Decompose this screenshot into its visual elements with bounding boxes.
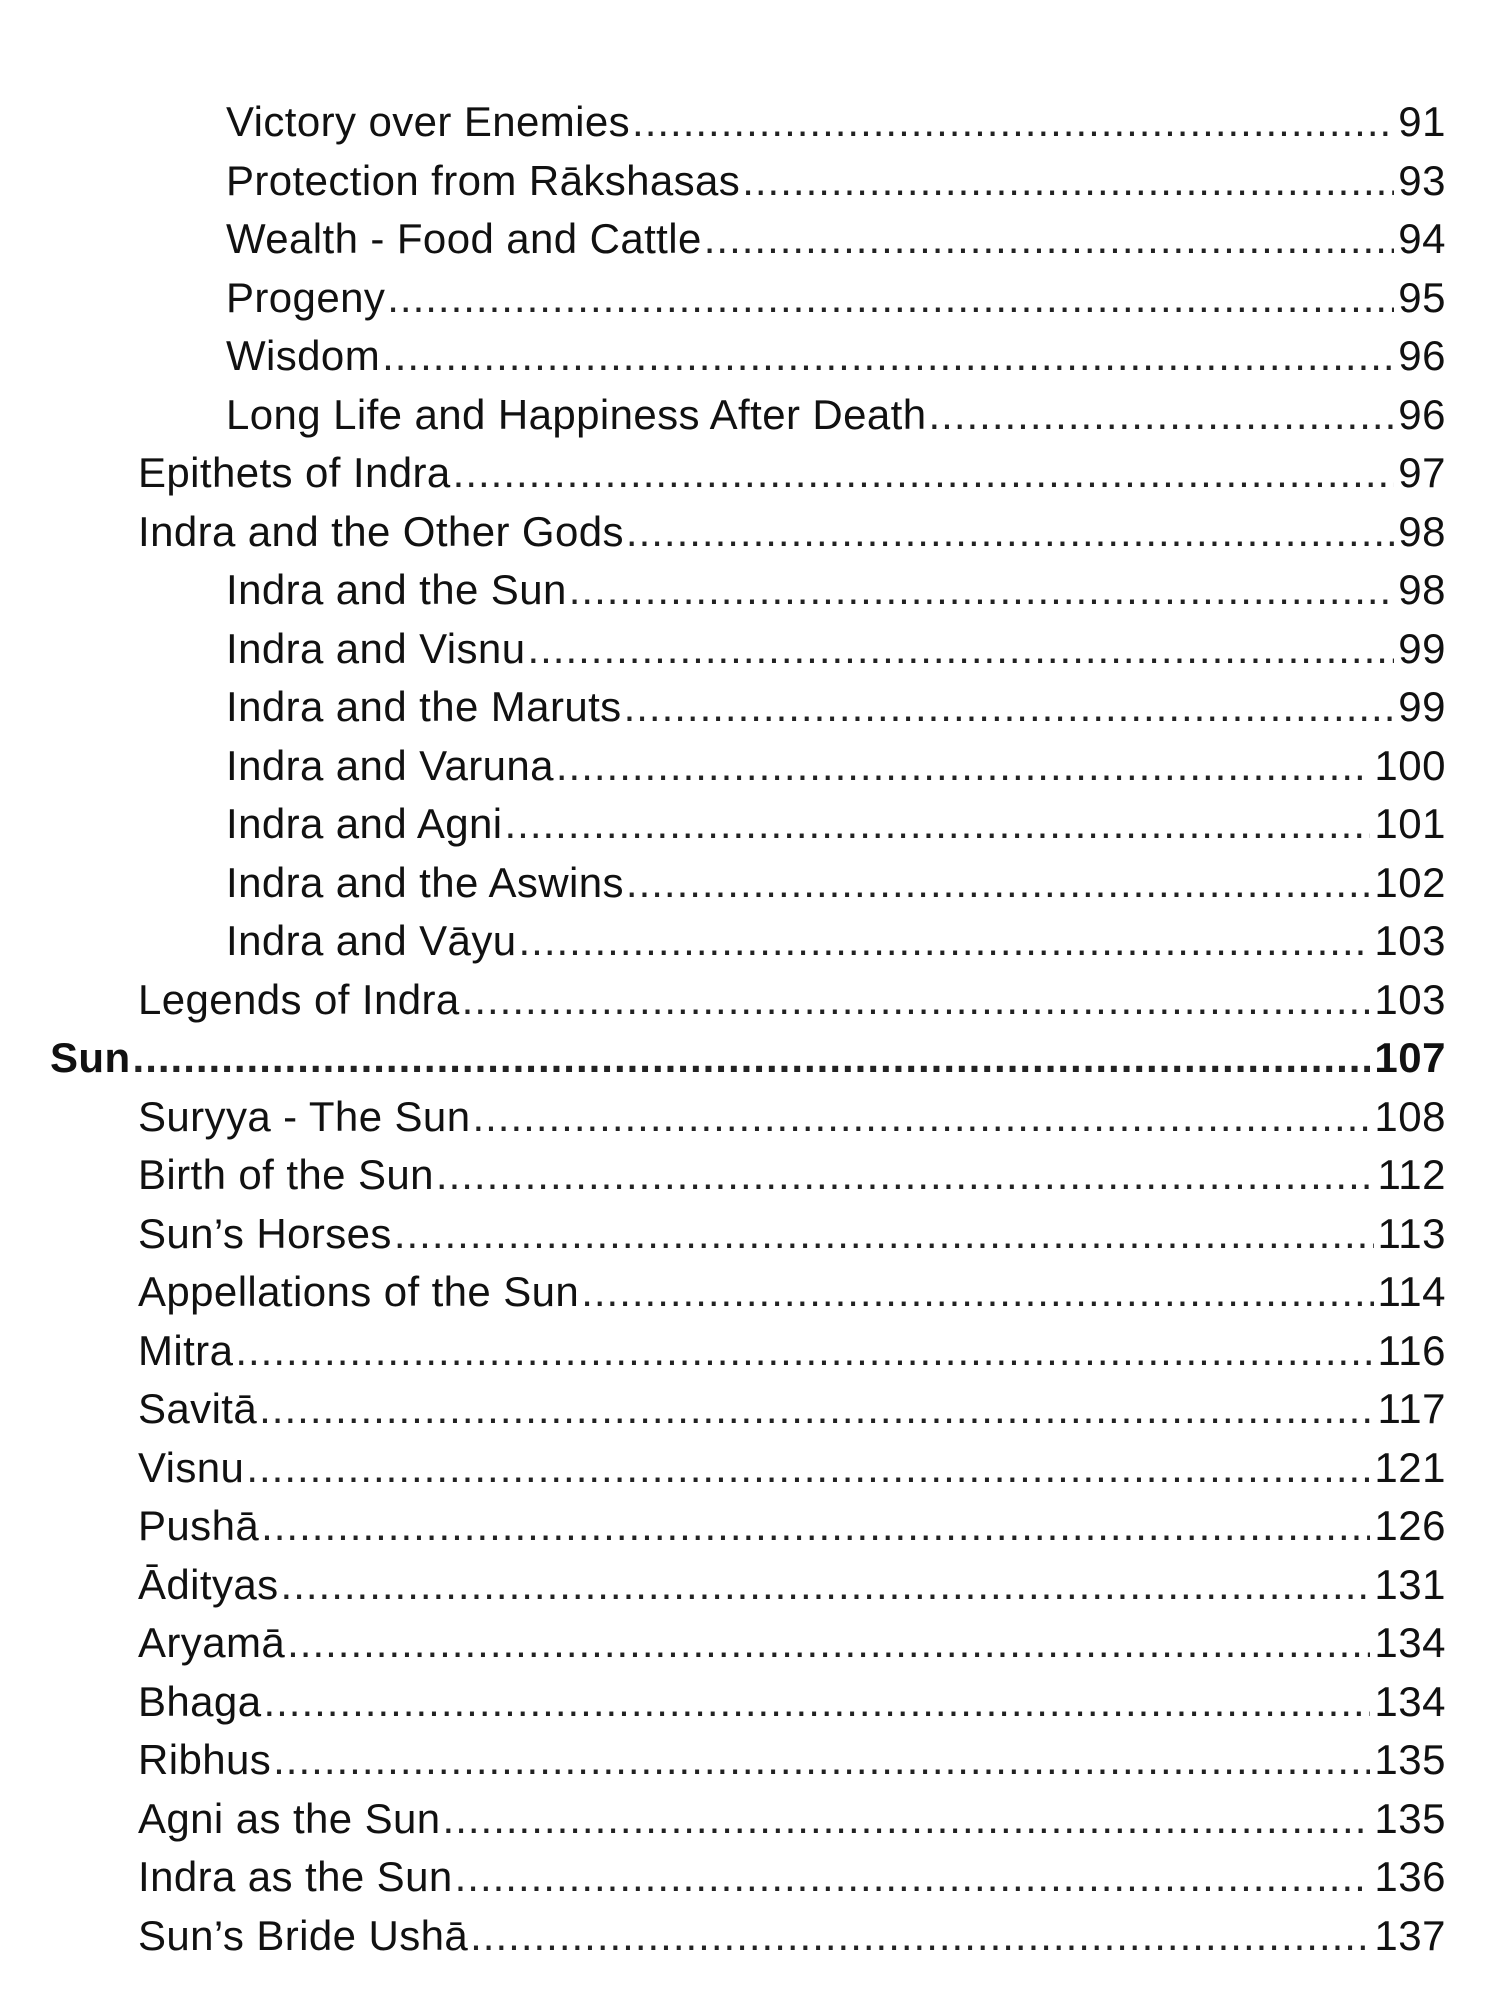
toc-entry[interactable] [0,737,1500,795]
toc-entry-page: 99 [1398,683,1446,730]
toc-entry-page: 95 [1398,274,1446,321]
toc-entry[interactable] [0,854,1500,912]
toc-entry-title: Protection from Rākshasas [226,157,741,204]
dot-leader [263,1673,1370,1731]
toc-entry-page: 107 [1374,1034,1446,1081]
toc-entry-page: 100 [1374,742,1446,789]
toc-entry-page: 103 [1374,917,1446,964]
toc-entry-title: Appellations of the Sun [138,1268,580,1315]
dot-leader [261,1497,1370,1555]
dot-leader [632,93,1394,151]
toc-entry[interactable] [0,1146,1500,1204]
toc-entry[interactable] [0,971,1500,1029]
toc-entry-title: Legends of Indra [138,976,460,1023]
toc-entry-page: 131 [1374,1561,1446,1608]
toc-entry[interactable] [0,1614,1500,1672]
toc-entry[interactable] [0,620,1500,678]
toc-entry[interactable] [0,1790,1500,1848]
toc-entry-page: 114 [1377,1268,1446,1315]
toc-entry[interactable] [0,93,1500,151]
toc-entry-page: 94 [1398,215,1446,262]
dot-leader [453,444,1395,502]
toc-entry[interactable] [0,327,1500,385]
dot-leader [387,269,1394,327]
toc-entry[interactable] [0,795,1500,853]
dot-leader [273,1731,1370,1789]
toc-chapter-entry[interactable] [0,1029,1500,1087]
toc-entry-page: 98 [1398,566,1446,613]
toc-entry-title: Ādityas [138,1561,279,1608]
toc-entry-page: 137 [1374,1912,1446,1959]
toc-entry-page: 134 [1374,1619,1446,1666]
toc-entry[interactable] [0,269,1500,327]
dot-leader [133,1029,1371,1087]
dot-leader [246,1439,1370,1497]
toc-entry-title: Wisdom [226,332,381,379]
toc-entry-page: 135 [1374,1736,1446,1783]
dot-leader [470,1907,1370,1965]
toc-entry-title: Indra and the Other Gods [138,508,624,555]
toc-entry[interactable] [0,503,1500,561]
dot-leader [581,1263,1373,1321]
dot-leader [287,1614,1370,1672]
dot-leader [455,1848,1371,1906]
toc-entry[interactable] [0,1907,1500,1965]
dot-leader [626,503,1394,561]
dot-leader [742,152,1394,210]
toc-entry-title: Sun [50,1034,131,1081]
dot-leader [443,1790,1371,1848]
toc-entry[interactable] [0,152,1500,210]
toc-entry-title: Indra and the Aswins [226,859,624,906]
dot-leader [281,1556,1371,1614]
toc-entry-page: 99 [1398,625,1446,672]
dot-leader [505,795,1371,853]
toc-entry[interactable] [0,1380,1500,1438]
toc-entry-page: 97 [1398,449,1446,496]
toc-entry[interactable] [0,1088,1500,1146]
toc-entry[interactable] [0,1673,1500,1731]
toc-entry-title: Visnu [138,1444,245,1491]
toc-entry[interactable] [0,1497,1500,1555]
toc-entry-page: 126 [1374,1502,1446,1549]
dot-leader [704,210,1395,268]
toc-entry-title: Mitra [138,1327,234,1374]
toc-entry-page: 135 [1374,1795,1446,1842]
toc-entry-title: Epithets of Indra [138,449,451,496]
toc-entry-title: Savitā [138,1385,258,1432]
toc-entry-page: 102 [1374,859,1446,906]
dot-leader [624,678,1395,736]
dot-leader [436,1146,1374,1204]
toc-entry-page: 98 [1398,508,1446,555]
toc-entry[interactable] [0,1731,1500,1789]
toc-entry-title: Ribhus [138,1736,272,1783]
toc-entry-title: Wealth - Food and Cattle [226,215,702,262]
toc-entry-page: 134 [1374,1678,1446,1725]
toc-entry-page: 108 [1374,1093,1446,1140]
toc-entry-page: 96 [1398,391,1446,438]
toc-entry-title: Birth of the Sun [138,1151,434,1198]
toc-entry[interactable] [0,1848,1500,1906]
toc-entry-title: Victory over Enemies [226,98,631,145]
toc-entry-title: Progeny [226,274,386,321]
toc-entry[interactable] [0,1556,1500,1614]
toc-entry-page: 91 [1398,98,1446,145]
toc-entry-page: 103 [1374,976,1446,1023]
toc-entry-title: Pushā [138,1502,260,1549]
toc-entry-page: 113 [1377,1210,1446,1257]
toc-entry-page: 136 [1374,1853,1446,1900]
dot-leader [259,1380,1373,1438]
toc-entry-title: Long Life and Happiness After Death [226,391,927,438]
toc-entry[interactable] [0,1205,1500,1263]
toc-entry-title: Indra as the Sun [138,1853,453,1900]
toc-entry-title: Indra and Visnu [226,625,526,672]
toc-entry-page: 117 [1377,1385,1446,1432]
toc-entry-page: 116 [1377,1327,1446,1374]
toc-entry-title: Bhaga [138,1678,262,1725]
toc-entry[interactable] [0,386,1500,444]
toc-entry-title: Indra and the Sun [226,566,567,613]
toc-entry-title: Indra and Agni [226,800,503,847]
toc-entry-title: Sun’s Horses [138,1210,392,1257]
dot-leader [462,971,1371,1029]
toc-entry-page: 96 [1398,332,1446,379]
toc-entry-title: Indra and the Maruts [226,683,622,730]
dot-leader [569,561,1395,619]
toc-entry-title: Suryya - The Sun [138,1093,471,1140]
toc-entry-title: Indra and Vāyu [226,917,517,964]
toc-entry-title: Aryamā [138,1619,286,1666]
toc-entry[interactable] [0,678,1500,736]
toc-entry-page: 101 [1374,800,1446,847]
dot-leader [556,737,1371,795]
toc-entry[interactable] [0,210,1500,268]
dot-leader [394,1205,1374,1263]
toc-entry-title: Sun’s Bride Ushā [138,1912,469,1959]
toc-entry-page: 121 [1374,1444,1446,1491]
toc-entry[interactable] [0,912,1500,970]
toc-entry[interactable] [0,561,1500,619]
dot-leader [472,1088,1370,1146]
dot-leader [626,854,1371,912]
toc-entry[interactable] [0,444,1500,502]
toc-entry-title: Agni as the Sun [138,1795,441,1842]
dot-leader [382,327,1394,385]
dot-leader [235,1322,1373,1380]
toc-entry-page: 112 [1377,1151,1446,1198]
toc-entry[interactable] [0,1322,1500,1380]
toc-entry-page: 93 [1398,157,1446,204]
dot-leader [928,386,1394,444]
toc-entry-title: Indra and Varuna [226,742,554,789]
dot-leader [527,620,1394,678]
toc-entry[interactable] [0,1263,1500,1321]
toc-entry[interactable] [0,1439,1500,1497]
dot-leader [518,912,1370,970]
